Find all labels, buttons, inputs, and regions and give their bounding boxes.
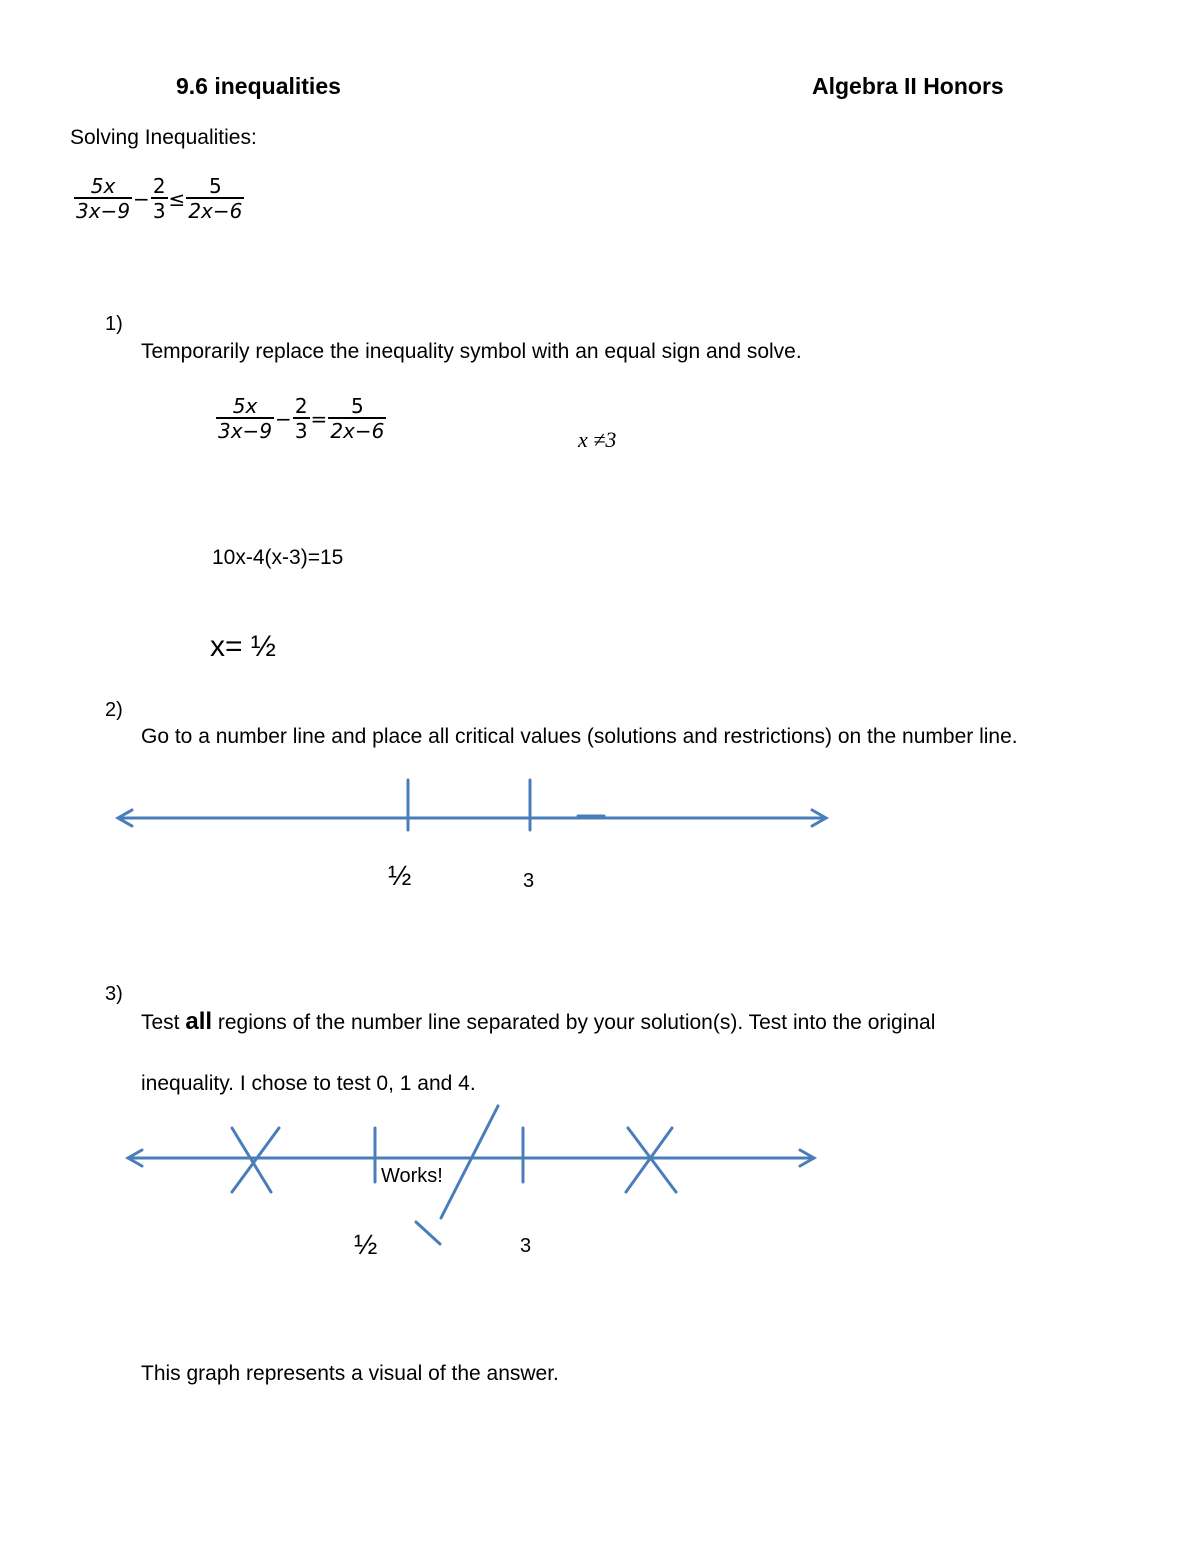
title-right: Algebra II Honors xyxy=(812,73,1004,99)
x-mark-right xyxy=(626,1128,672,1192)
denominator: 3x−9 xyxy=(76,199,131,223)
denominator: 2x−6 xyxy=(330,419,385,443)
step-3-text-end: regions of the number line separated by your solution(s). Test into the original xyxy=(212,1011,936,1034)
restriction: x ≠3 xyxy=(578,427,617,452)
tick-label-half: ½ xyxy=(388,860,412,891)
denominator: 3x−9 xyxy=(218,419,273,443)
step-1-number: 1) xyxy=(105,313,123,335)
numerator: 5x xyxy=(232,394,258,418)
step-3-text-start: Test xyxy=(141,1011,186,1034)
denominator: 2x−6 xyxy=(188,199,243,223)
step-3-number: 3) xyxy=(105,983,123,1005)
numerator: 5 xyxy=(350,394,364,418)
step-1-solution: x= ½ xyxy=(210,630,276,663)
operator: − xyxy=(133,187,150,211)
relation-symbol: = xyxy=(310,407,328,431)
denominator: 3 xyxy=(294,419,308,443)
intro-label: Solving Inequalities: xyxy=(70,126,257,149)
tick-label-three: 3 xyxy=(520,1235,532,1257)
numerator: 5 xyxy=(208,174,222,198)
step-3-text-bold: all xyxy=(185,1008,213,1035)
operator: − xyxy=(275,407,292,431)
conclusion-text: This graph represents a visual of the answer. xyxy=(141,1362,559,1385)
works-label: Works! xyxy=(381,1165,443,1187)
tick-label-half: ½ xyxy=(354,1229,378,1260)
tick-label-three: 3 xyxy=(523,870,535,892)
title-left: 9.6 inequalities xyxy=(176,73,341,99)
relation-symbol: ≤ xyxy=(168,187,186,211)
step-2-text: Go to a number line and place all critical values (solutions and restrictions) on the number line. xyxy=(141,725,1018,748)
step-1-text: Temporarily replace the inequality symbol with an equal sign and solve. xyxy=(141,340,802,363)
step-3-text-line2: inequality. I chose to test 0, 1 and 4. xyxy=(141,1072,476,1095)
check-mark xyxy=(416,1222,440,1244)
x-mark-right xyxy=(628,1128,676,1192)
numerator: 2 xyxy=(294,394,308,418)
numerator: 2 xyxy=(152,174,166,198)
denominator: 3 xyxy=(152,199,166,223)
step-2-number: 2) xyxy=(105,699,123,721)
step-1-work: 10x-4(x-3)=15 xyxy=(212,546,344,569)
check-mark xyxy=(441,1106,498,1218)
numerator: 5x xyxy=(90,174,116,198)
